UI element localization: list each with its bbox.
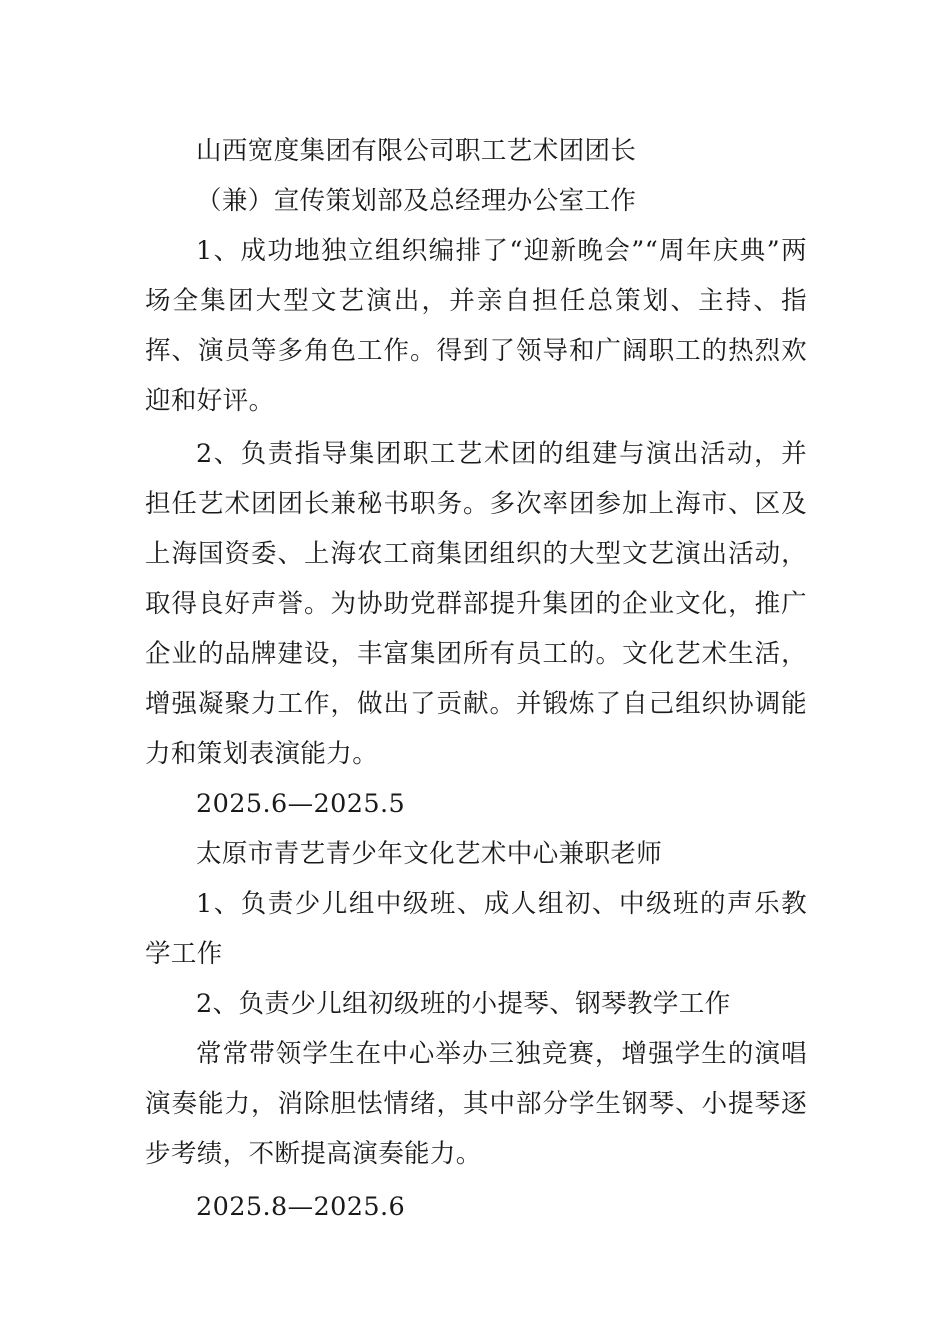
duty-paragraph-1: 1、负责少儿组中级班、成人组初、中级班的声乐教学工作 — [145, 889, 807, 969]
date-range-2: 2025.8—2025.6 — [196, 1192, 406, 1222]
duty-paragraph-2: 2、负责少儿组初级班的小提琴、钢琴教学工作 — [196, 989, 731, 1019]
job-role-line: （兼）宣传策划部及总经理办公室工作 — [196, 186, 637, 216]
duty-paragraph-3: 常常带领学生在中心举办三独竞赛，增强学生的演唱演奏能力，消除胆怯情绪，其中部分学生钢琴、小提琴逐步考绩，不断提高演奏能力。 — [145, 1039, 807, 1169]
achievement-paragraph-2: 2、负责指导集团职工艺术团的组建与演出活动，并担任艺术团团长兼秘书职务。多次率团参加上海市、区及上海国资委、上海农工商集团组织的大型文艺演出活动，取得良好声誉。为协助党群部提升集团的企业文化，推广企业的品牌建设，丰富集团所有员工的。文化艺术生活，增强凝聚力工作，做出了贡献。并锻炼了自己组织协调能力和策划表演能力。 — [145, 439, 807, 769]
achievement-paragraph-1: 1、成功地独立组织编排了“迎新晚会”“周年庆典”两场全集团大型文艺演出，并亲自担任总策划、主持、指挥、演员等多角色工作。得到了领导和广阔职工的热烈欢迎和好评。 — [145, 236, 807, 416]
date-range-1: 2025.6—2025.5 — [196, 789, 406, 819]
job-title-line-2: 太原市青艺青少年文化艺术中心兼职老师 — [196, 839, 663, 869]
job-title-line: 山西宽度集团有限公司职工艺术团团长 — [196, 136, 637, 166]
document-page — [145, 126, 807, 1232]
